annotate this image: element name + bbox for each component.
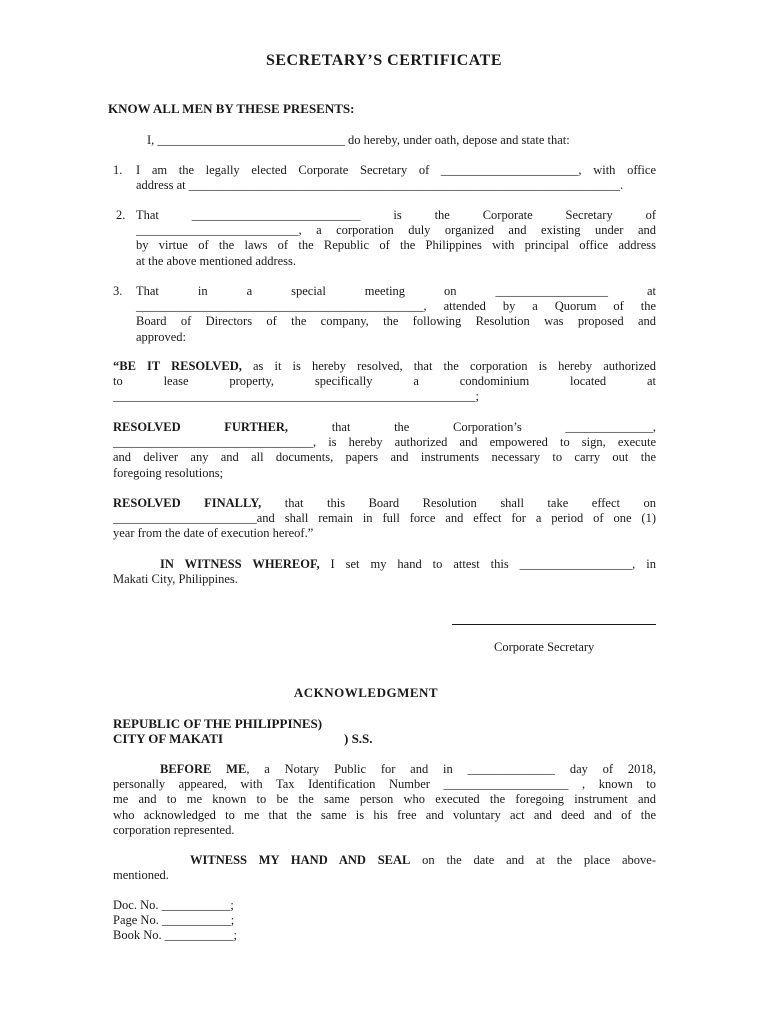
resolution-main-line-2: to lease property, specifically a condominium located at: [113, 374, 656, 389]
resolution-further-line-1: [113, 420, 656, 435]
item-1-number: 1.: [113, 163, 123, 177]
before-me-paragraph: [113, 762, 656, 838]
resolution-main-lead: “BE IT RESOLVED,: [113, 359, 242, 373]
before-me-line-1-text: , a Notary Public for and in ______________ day of 2018,: [246, 762, 656, 776]
doc-number: Doc. No. ___________;: [113, 898, 234, 912]
item-1-line-1: I am the legally elected Corporate Secretary of ______________________, with office: [136, 163, 656, 177]
witness-whereof-line-2: Makati City, Philippines.: [113, 572, 238, 587]
acknowledgment-heading: ACKNOWLEDGMENT: [293, 685, 439, 700]
witness-seal-line-1: [113, 853, 656, 868]
resolution-main-line-1: [113, 359, 656, 374]
before-me-line-2: personally appeared, with Tax Identification Number ____________________ , known to: [113, 777, 656, 792]
resolution-further-lead: RESOLVED FURTHER,: [113, 420, 289, 434]
before-me-lead: BEFORE ME: [160, 762, 247, 776]
item-3-line-1: That in a special meeting on __________________ at: [136, 284, 656, 298]
resolution-finally-lead: RESOLVED FINALLY,: [113, 496, 262, 510]
resolution-further-line-2: ________________________________, is hereby authorized and empowered to sign, execute: [113, 435, 656, 450]
before-me-line-3: me and to me known to be the same person who executed the foregoing instrument and: [113, 792, 656, 807]
resolution-main-line-3: __________________________________________________________;: [113, 389, 479, 404]
resolution-main-line-1-text: as it is hereby resolved, that the corporation is hereby authorized: [241, 359, 656, 373]
item-3-text: [136, 284, 656, 345]
venue-republic: REPUBLIC OF THE PHILIPPINES): [113, 716, 323, 731]
before-me-line-5: corporation represented.: [113, 822, 235, 837]
preamble-heading: KNOW ALL MEN BY THESE PRESENTS:: [108, 101, 355, 116]
resolution-further: [113, 420, 656, 481]
item-3-number: 3.: [113, 284, 123, 298]
witness-seal-line-1-text: on the date and at the place above-: [410, 853, 656, 867]
resolution-finally-line-3: year from the date of execution hereof.”: [113, 526, 314, 541]
item-2-line-2: __________________________, a corporation duly organized and existing under and: [136, 223, 656, 238]
intro-statement: I, ______________________________ do hereby, under oath, depose and state that:: [147, 133, 570, 147]
item-2-line-4: at the above mentioned address.: [136, 253, 297, 268]
resolution-finally: [113, 496, 656, 542]
witness-seal-line-2: mentioned.: [113, 868, 169, 883]
witness-whereof-lead: IN WITNESS WHEREOF,: [160, 557, 320, 571]
item-3-line-2: ______________________________________________, attended by a Quorum of the: [136, 299, 656, 314]
witness-seal-lead: WITNESS MY HAND AND SEAL: [190, 853, 411, 867]
item-2-line-1: That ___________________________ is the Corporate Secretary of: [136, 208, 656, 222]
resolution-main: [113, 359, 656, 405]
venue-city: CITY OF MAKATI: [113, 731, 224, 746]
item-2-text: [136, 208, 656, 269]
witness-whereof-line-1: [113, 557, 656, 572]
resolution-further-line-3: and deliver any and all documents, papers and instruments necessary to carry out the: [113, 450, 656, 465]
item-2-number: 2.: [116, 208, 126, 222]
before-me-line-1: [113, 762, 656, 777]
item-1-line-2: address at _____________________________________________________________________.: [136, 178, 624, 193]
item-3-line-4: approved:: [136, 329, 186, 344]
witness-whereof: [113, 557, 656, 587]
book-number: Book No. ___________;: [113, 928, 237, 942]
page-number: Page No. ___________;: [113, 913, 235, 927]
item-3-line-3: Board of Directors of the company, the following Resolution was proposed and: [136, 314, 656, 329]
resolution-finally-line-1-text: that this Board Resolution shall take effect on: [261, 496, 656, 510]
resolution-further-line-4: foregoing resolutions;: [113, 465, 224, 480]
document-title: SECRETARY’S CERTIFICATE: [265, 52, 503, 69]
resolution-finally-line-1: [113, 496, 656, 511]
before-me-line-4: who acknowledged to me that the same is his free and voluntary act and deed and of the: [113, 807, 656, 822]
item-2-line-3: by virtue of the laws of the Republic of the Philippines with principal office address: [136, 238, 656, 253]
witness-whereof-line-1-text: I set my hand to attest this __________________, in: [319, 557, 656, 571]
resolution-finally-line-2: _______________________and shall remain in full force and effect for a period of one (1): [113, 511, 656, 526]
signature-label: Corporate Secretary: [494, 640, 595, 654]
venue-ss: ) S.S.: [344, 731, 373, 746]
item-1-text: [136, 163, 656, 193]
witness-seal-paragraph: [113, 853, 656, 883]
resolution-further-line-1-text: that the Corporation’s ______________,: [288, 420, 656, 434]
signature-line: [452, 624, 656, 625]
